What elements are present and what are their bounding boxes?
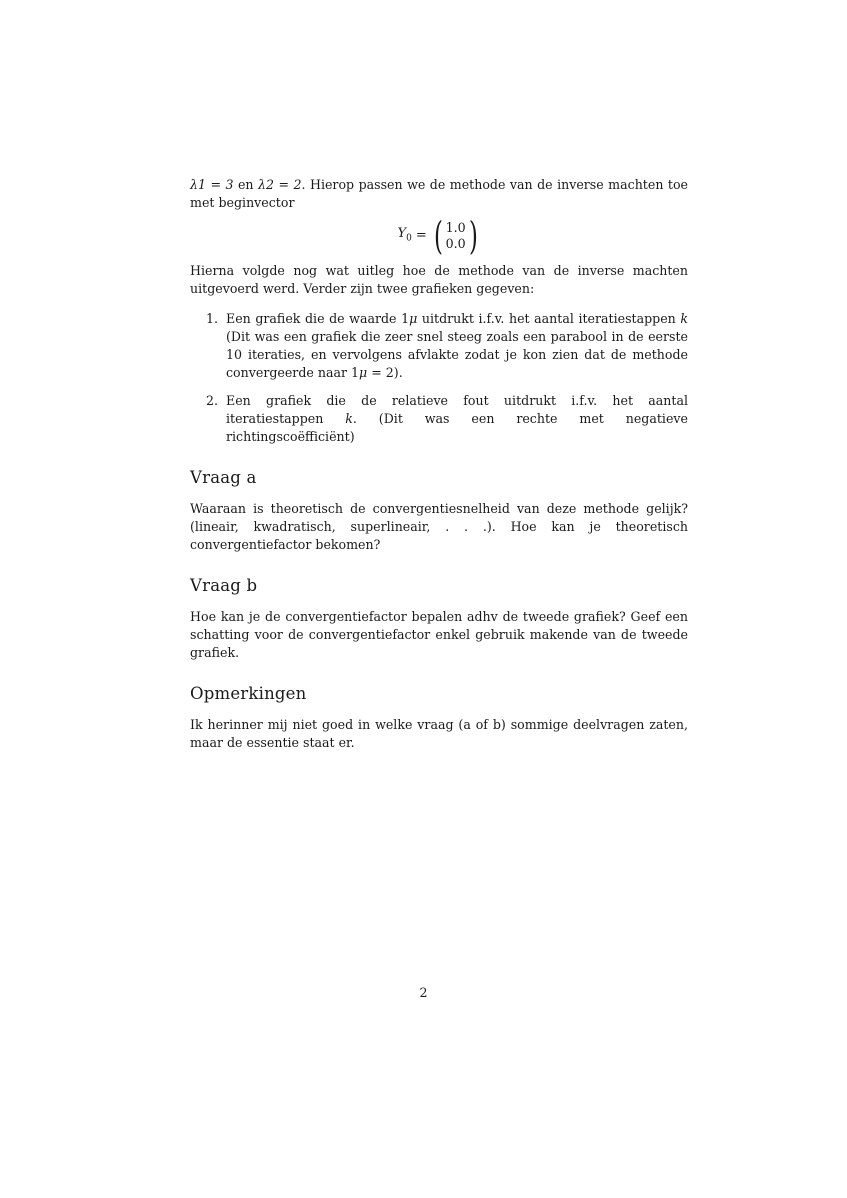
section-title-opmerkingen: Opmerkingen — [190, 684, 307, 703]
page-number: 2 — [419, 985, 428, 1000]
intro-text: . Hierop passen we de methode van de inverse machten toe met beginvector — [190, 177, 688, 210]
section-body-vraag-a: Waaraan is theoretisch de convergentiesnelheid van deze methode gelijk? (lineair, kwadratisch, superlineair, . . .). Hoe kan je theoretisch convergentiefactor bekomen? — [190, 501, 688, 552]
vector-entry-2: 0.0 — [445, 236, 466, 251]
list-item — [190, 310, 688, 382]
list-item-number: 2. — [206, 393, 219, 408]
list-item-text: Een grafiek die de relatieve fout uitdrukt i.f.v. het aantal iteratiestappen k. (Dit was een rechte met negatieve richtingscoëfficiënt) — [226, 393, 688, 444]
graph-list — [190, 310, 688, 446]
left-paren-glyph: ( — [433, 214, 443, 258]
lambda1: λ1 = 3 — [190, 177, 234, 192]
right-paren-glyph: ) — [468, 214, 478, 258]
display-equation — [190, 216, 688, 256]
intro-en: en — [233, 177, 258, 192]
list-item-text: Een grafiek die de waarde 1μ uitdrukt i.f.v. het aantal iteratiestappen k (Dit was een grafiek die zeer snel steeg zoals een parabool in de eerste 10 iteraties, en vervolgens afvlakte zodat je kon zien dat de methode convergeerde naar 1μ = 2). — [226, 311, 689, 380]
list-item — [190, 392, 688, 446]
equation-lhs-sub: 0 — [406, 233, 412, 244]
after-equation-paragraph: Hierna volgde nog wat uitleg hoe de methode van de inverse machten uitgevoerd werd. Verder zijn twee grafieken gegeven: — [190, 263, 688, 296]
vector-entries — [446, 220, 466, 252]
equation-lhs: $Y_0$ — [397, 225, 412, 244]
vector-entry-1: 1.0 — [445, 220, 466, 235]
section-title-vraag-a: Vraag a — [190, 468, 257, 487]
column-vector — [431, 214, 481, 258]
section-title-vraag-b: Vraag b — [190, 576, 258, 595]
list-item-number: 1. — [206, 311, 219, 326]
section-body-vraag-b: Hoe kan je de convergentiefactor bepalen adhv de tweede grafiek? Geef een schatting voor de convergentiefactor enkel gebruik makende van de tweede grafiek. — [190, 609, 688, 660]
section-body-opmerkingen: Ik herinner mij niet goed in welke vraag (a of b) sommige deelvragen zaten, maar de essentie staat er. — [190, 717, 688, 750]
intro-paragraph — [190, 176, 688, 212]
equation-equals: = — [415, 228, 427, 243]
lambda2: λ2 = 2 — [258, 177, 302, 192]
document-page — [190, 176, 688, 752]
